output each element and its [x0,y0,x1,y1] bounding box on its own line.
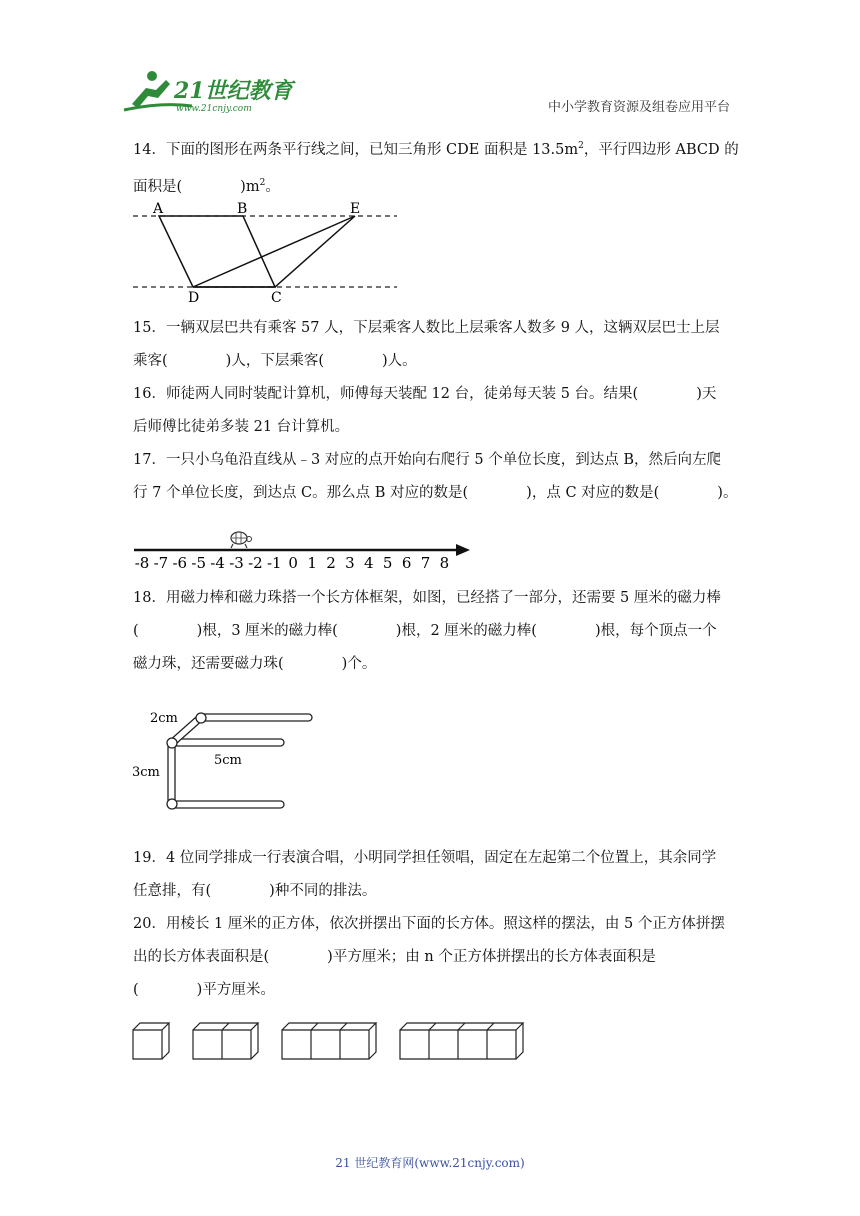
tick-label: -8 [134,554,150,572]
number-line-arrow [456,544,470,556]
tick-label: -3 [229,554,244,572]
question-16 [133,378,733,444]
question-20 [133,908,733,1007]
q14-sup1: 2 [578,141,584,151]
tick-label: -4 [210,554,225,572]
cuboid-1 [133,1023,169,1059]
tick-label: 5 [382,554,393,572]
q18-line3: 磁力珠，还需要磁力珠( )个。 [133,656,377,672]
parallelogram-diagram [125,198,405,306]
tick-label: 7 [420,554,431,572]
q15-line2: 乘客( )人，下层乘客( )人。 [133,353,417,369]
label-2cm: 2cm [150,711,178,726]
q16-line1: 16．师徒两人同时装配计算机，师傅每天装配 12 台，徒弟每天装 5 台。结果( )天 [133,386,717,402]
cuboid-sequence [128,1016,553,1070]
turtle-icon [231,532,252,548]
footer: 21 世纪教育网(www.21cnjy.com) [335,1156,525,1170]
label-a: A [153,201,164,217]
q19-line1: 19．4 位同学排成一行表演合唱，小明同学担任领唱，固定在左起第二个位置上，其余同学 [133,850,717,866]
question-15 [133,312,733,378]
tick-label: -7 [153,554,169,572]
tick-label: 8 [439,554,450,572]
label-c: C [271,290,282,306]
q14-line1: 14．下面的图形在两条平行线之间，已知三角形 CDE 面积是 13.5m [133,141,579,158]
q17-line1: 17．一只小乌龟沿直线从﹣3 对应的点开始向右爬行 5 个单位长度，到达点 B，然后向左爬 [133,452,721,468]
tick-label: 2 [326,554,336,572]
logo-sub: www.21cnjy.com [176,104,252,114]
tick-label: 0 [288,554,298,572]
tick-label: 4 [364,554,374,572]
magnetic-frame-diagram [128,700,328,818]
q14-line1b: ，平行四边形 ABCD 的 [583,141,739,158]
site-logo [122,66,302,116]
q20-line3: ( )平方厘米。 [133,982,275,998]
q20-line1: 20．用棱长 1 厘米的正方体，依次拼摆出下面的长方体。照这样的摆法，由 5 个正方体拼摆 [133,916,725,932]
q14-line2b: 。 [265,178,280,195]
platform-name: 中小学教育资源及组卷应用平台 [547,100,730,115]
q16-line2: 后师傅比徒弟多装 21 台计算机。 [133,419,350,435]
label-3cm: 3cm [132,765,160,780]
rod-5cm-middle [172,739,284,746]
tick-label: 3 [345,554,355,572]
tick-label: -1 [266,554,282,572]
label-e: E [350,201,361,217]
question-14 [133,130,739,204]
q17-line2: 行 7 个单位长度，到达点 C。那么点 B 对应的数是( )，点 C 对应的数是( )。 [133,485,738,501]
q20-line2: 出的长方体表面积是( )平方厘米；由 n 个正方体拼摆出的长方体表面积是 [133,949,656,965]
question-19 [133,842,733,908]
tick-label: -6 [172,554,188,572]
q19-line2: 任意排，有( )种不同的排法。 [133,883,377,899]
q18-line1: 18．用磁力棒和磁力珠搭一个长方体框架，如图，已经搭了一部分，还需要 5 厘米的磁力棒 [133,590,721,606]
cuboid-3 [282,1023,376,1059]
rod-5cm-top [200,714,312,721]
bead-top [196,713,206,723]
tick-label: 6 [401,554,412,572]
tick-label: 1 [307,554,317,572]
rod-3cm [168,744,175,804]
rod-5cm-bottom [172,801,284,808]
triangle-cde [193,216,355,287]
number-line [128,524,473,574]
label-5cm: 5cm [214,753,242,768]
bead-middle [167,738,177,748]
label-b: B [237,201,248,217]
question-18 [133,582,733,681]
tick-label: -2 [248,554,263,572]
q18-line2: ( )根，3 厘米的磁力棒( )根，2 厘米的磁力棒( )根，每个顶点一个 [133,623,717,639]
bead-bottom [167,799,177,809]
cuboid-2 [193,1023,258,1059]
q15-line1: 15．一辆双层巴共有乘客 57 人，下层乘客人数比上层乘客人数多 9 人，这辆双层巴士上层 [133,320,720,336]
tick-label: -5 [191,554,207,572]
q14-line2: 面积是( )m [133,178,260,195]
cuboid-4 [400,1023,523,1059]
logo-text: 21世纪教育 [174,78,293,104]
question-17 [133,444,738,510]
q14-sup2: 2 [259,177,266,188]
label-d: D [188,290,200,306]
